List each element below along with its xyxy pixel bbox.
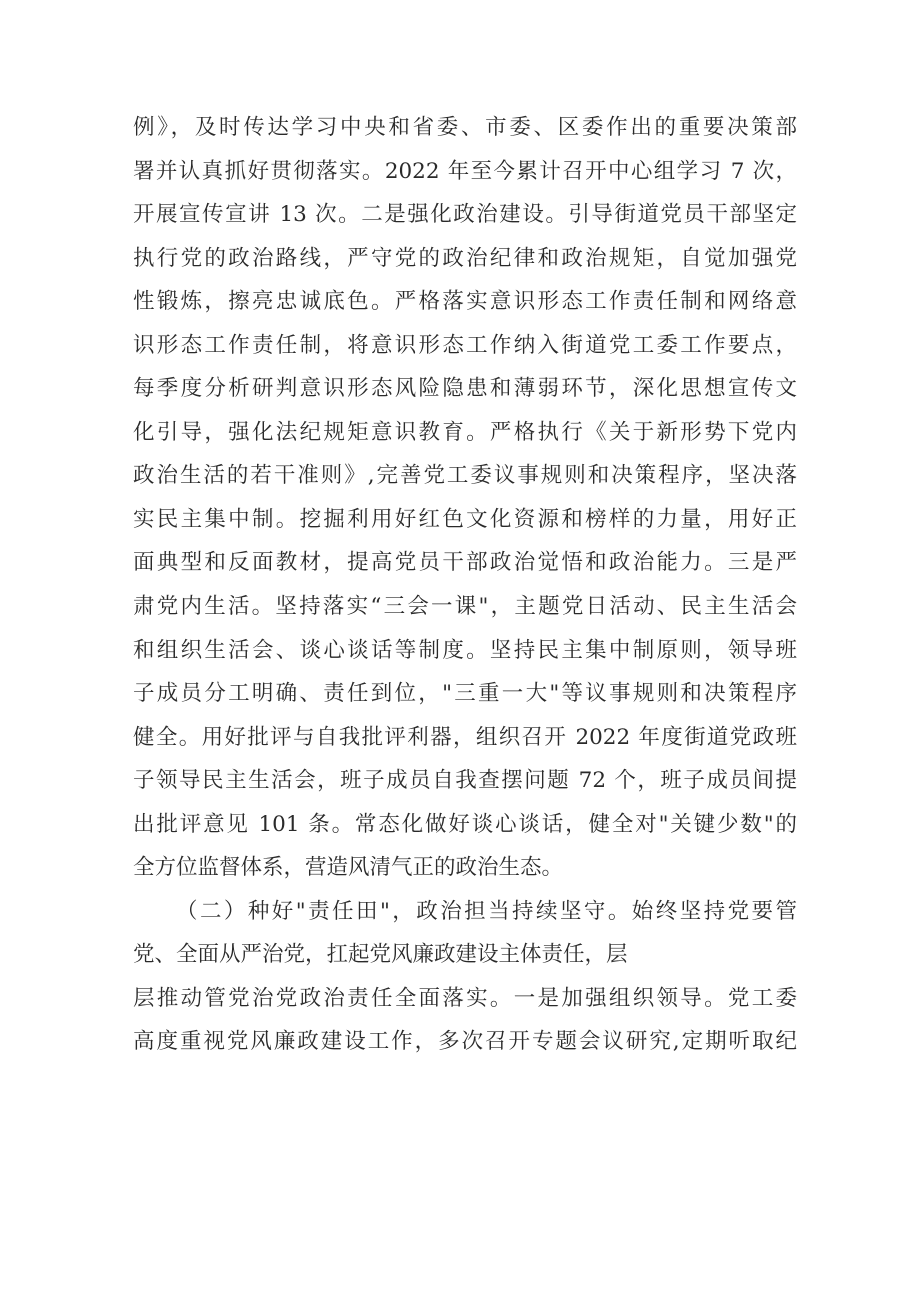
text-line: 开展宣传宣讲 13 次。二是强化政治建设。引导街道党员干部坚定 [133, 202, 797, 228]
text-line: 和组织生活会、谈心谈话等制度。坚持民主集中制原则，领导班 [133, 637, 797, 663]
text-line: 实民主集中制。挖掘利用好红色文化资源和榜样的力量，用好正 [133, 506, 797, 532]
text-line: 全方位监督体系，营造风清气正的政治生态。 [133, 855, 564, 881]
text-line: 化引导，强化法纪规矩意识教育。严格执行《关于新形势下党内 [133, 419, 797, 445]
text-line: 高度重视党风廉政建设工作，多次召开专题会议研究,定期听取纪 [133, 1029, 797, 1055]
text-line: 署并认真抓好贯彻落实。2022 年至今累计召开中心组学习 7 次， [133, 158, 797, 184]
text-line: 政治生活的若干准则》,完善党工委议事规则和决策程序，坚决落 [133, 463, 797, 489]
text-line: 每季度分析研判意识形态风险隐患和薄弱环节，深化思想宣传文 [133, 376, 797, 402]
text-line: 肃党内生活。坚持落实“三会一课"，主题党日活动、民主生活会 [133, 594, 797, 620]
text-line: 例》，及时传达学习中央和省委、市委、区委作出的重要决策部 [133, 115, 797, 140]
text-line: 子领导民主生活会，班子成员自我查摆问题 72 个，班子成员间提 [133, 768, 797, 794]
text-line: 性锻炼，擦亮忠诚底色。严格落实意识形态工作责任制和网络意 [133, 289, 797, 315]
text-line: 健全。用好批评与自我批评利器，组织召开 2022 年度街道党政班 [133, 724, 797, 750]
text-line: 党、全面从严治党，扛起党风廉政建设主体责任，层 [133, 942, 628, 968]
text-line: 面典型和反面教材，提高党员干部政治觉悟和政治能力。三是严 [133, 550, 797, 576]
section-heading-line: （二）种好"责任田"，政治担当持续坚守。始终坚持党要管 [176, 898, 797, 924]
text-line: 层推动管党治党政治责任全面落实。一是加强组织领导。党工委 [133, 985, 797, 1011]
body-text [133, 106, 797, 1064]
text-line: 执行党的政治路线，严守党的政治纪律和政治规矩，自觉加强党 [133, 245, 797, 271]
text-line: 子成员分工明确、责任到位，"三重一大"等议事规则和决策程序 [133, 681, 797, 707]
text-line: 识形态工作责任制，将意识形态工作纳入街道党工委工作要点， [133, 332, 797, 358]
text-line: 出批评意见 101 条。常态化做好谈心谈话，健全对"关键少数"的 [133, 811, 797, 837]
